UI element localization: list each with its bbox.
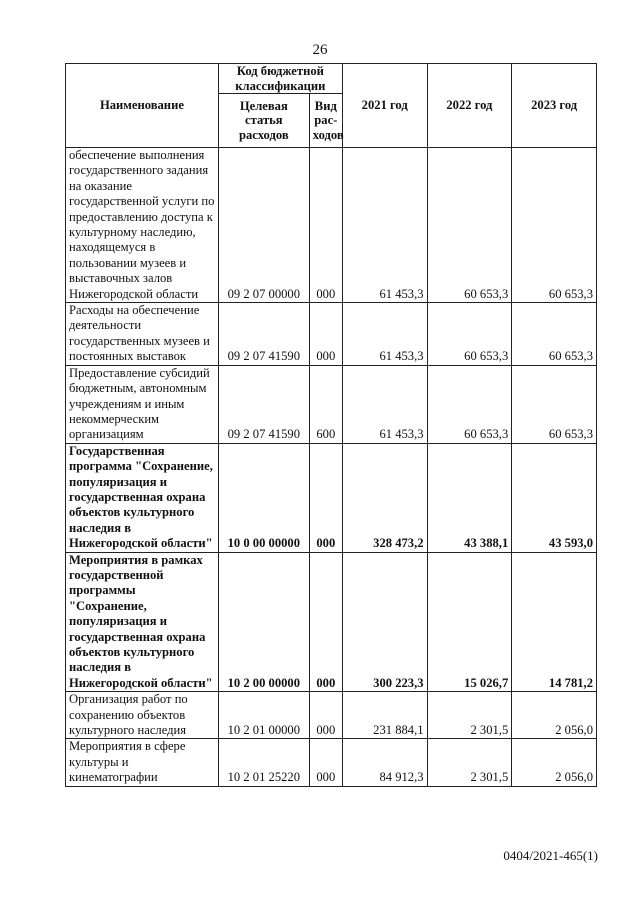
row-expense-kind: 000 [309, 552, 342, 692]
document-code: 0404/2021-465(1) [503, 848, 598, 863]
row-2022: 60 653,3 [427, 148, 512, 303]
row-name: Расходы на обеспечение деятельности государственных музеев и постоянных выставок [66, 303, 219, 366]
row-target-article: 09 2 07 41590 [218, 303, 309, 366]
row-name: Предоставление субсидий бюджетным, автономным учреждениям и иным некоммерческим организациям [66, 365, 219, 443]
row-2023: 2 056,0 [512, 692, 597, 739]
row-2022: 2 301,5 [427, 739, 512, 786]
row-2023: 14 781,2 [512, 552, 597, 692]
header-row [66, 64, 597, 94]
row-2023: 2 056,0 [512, 739, 597, 786]
row-name: Организация работ по сохранению объектов культурного наследия [66, 692, 219, 739]
row-2022: 2 301,5 [427, 692, 512, 739]
row-target-article: 10 2 01 00000 [218, 692, 309, 739]
row-2021: 300 223,3 [342, 552, 427, 692]
row-2023: 60 653,3 [512, 148, 597, 303]
row-name: Государственная программа "Сохранение, популяризация и государственная охрана объектов культурного наследия в Нижегородской области" [66, 443, 219, 552]
header-name: Наименование [66, 64, 219, 148]
row-2021: 61 453,3 [342, 148, 427, 303]
row-expense-kind: 000 [309, 148, 342, 303]
row-2023: 60 653,3 [512, 303, 597, 366]
header-expense-kind: Вид рас-ходов [309, 94, 342, 148]
row-name: обеспечение выполнения государственного задания на оказание государственной услуги по предоставлению доступа к культурному наследию, находящемуся в пользовании музеев и выставочных залов Нижегородской области [66, 148, 219, 303]
row-expense-kind: 000 [309, 443, 342, 552]
table-row [66, 303, 597, 366]
row-name: Мероприятия в рамках государственной программы "Сохранение, популяризация и государственная охрана объектов культурного наследия в Нижегородской области" [66, 552, 219, 692]
row-name: Мероприятия в сфере культуры и кинематографии [66, 739, 219, 786]
row-2023: 60 653,3 [512, 365, 597, 443]
row-2022: 60 653,3 [427, 303, 512, 366]
table-row [66, 365, 597, 443]
row-2021: 328 473,2 [342, 443, 427, 552]
row-expense-kind: 000 [309, 739, 342, 786]
table-row [66, 552, 597, 692]
header-classification: Код бюджетной классификации [218, 64, 342, 94]
header-target-article: Целевая статья расходов [218, 94, 309, 148]
row-target-article: 10 2 00 00000 [218, 552, 309, 692]
header-2021: 2021 год [342, 64, 427, 148]
table-row [66, 692, 597, 739]
row-2021: 61 453,3 [342, 365, 427, 443]
row-target-article: 10 0 00 00000 [218, 443, 309, 552]
row-expense-kind: 000 [309, 303, 342, 366]
budget-table [65, 63, 597, 787]
table-row [66, 443, 597, 552]
row-expense-kind: 000 [309, 692, 342, 739]
row-2023: 43 593,0 [512, 443, 597, 552]
table-row [66, 148, 597, 303]
row-target-article: 09 2 07 41590 [218, 365, 309, 443]
row-target-article: 10 2 01 25220 [218, 739, 309, 786]
row-2021: 61 453,3 [342, 303, 427, 366]
row-2022: 15 026,7 [427, 552, 512, 692]
row-2021: 84 912,3 [342, 739, 427, 786]
header-2023: 2023 год [512, 64, 597, 148]
row-2022: 43 388,1 [427, 443, 512, 552]
header-2022: 2022 год [427, 64, 512, 148]
row-target-article: 09 2 07 00000 [218, 148, 309, 303]
row-2021: 231 884,1 [342, 692, 427, 739]
table-row [66, 739, 597, 786]
row-2022: 60 653,3 [427, 365, 512, 443]
row-expense-kind: 600 [309, 365, 342, 443]
page-number: 26 [312, 42, 328, 58]
